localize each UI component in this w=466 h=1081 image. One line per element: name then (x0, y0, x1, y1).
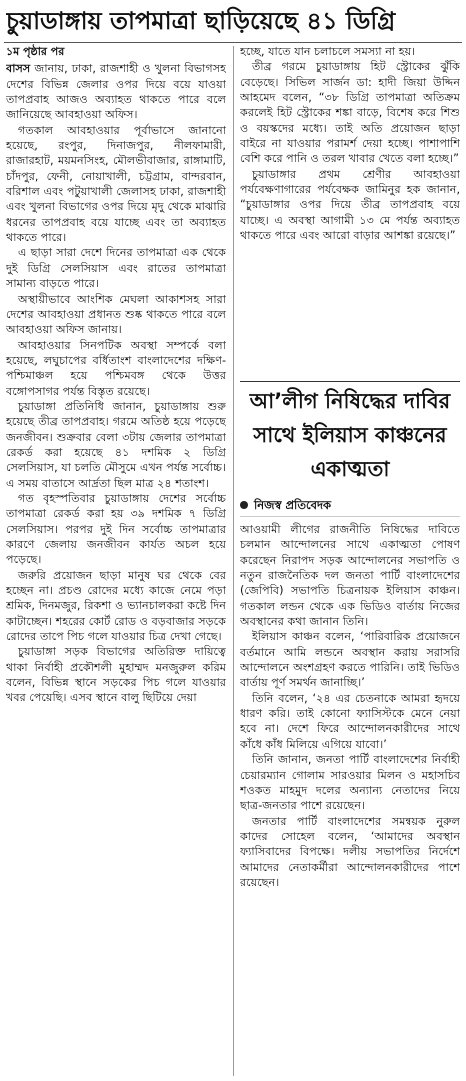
article-paragraph (6, 61, 226, 122)
article-paragraph: অস্থায়ীভাবে আংশিক মেঘলা আকাশসহ সারা দেশের আবহাওয়া প্রধানত শুষ্ক থাকতে পারে বলে আবহাওয়া অফিস জানায়। (6, 292, 226, 337)
article-paragraph: চুয়াডাঙ্গার প্রথম শ্রেণীর আবহাওয়া পর্যবেক্ষণাগারের পর্যবেক্ষক জামিনুর হক জানান, “চুয়াডাঙ্গার ওপর দিয়ে তীব্র তাপপ্রবাহ বয়ে যাচ্ছে। এ অবস্থা আগামী ১৩ মে পর্যন্ত অব্যাহত থাকতে পারে এবং আরো বাড়ার আশঙ্কা রয়েছে।” (240, 167, 460, 243)
second-article-body (240, 522, 460, 1078)
main-article-right-column (240, 44, 460, 374)
bullet-icon (240, 501, 248, 509)
byline-rule (240, 516, 460, 517)
article-paragraph: আবহাওয়ার সিনপটিক অবস্থা সম্পর্কে বলা হয়েছে, লঘুচাপের বর্ধিতাংশ বাংলাদেশের দক্ষিণ-পশ্চিমাঞ্চল হয়ে পশ্চিমবঙ্গ থেকে উত্তর বঙ্গোপসাগর পর্যন্ত বিস্তৃত রয়েছে। (6, 338, 226, 398)
article-paragraph: জরুরি প্রয়োজন ছাড়া মানুষ ঘর থেকে বের হচ্ছেন না। প্রচণ্ড রোদের মধ্যে কাজে নেমে পড়া শ্রমিক, দিনমজুর, রিকশা ও ভ্যানচালকরা কষ্টে দিন কাটাচ্ছেন। শহরের কোর্ট রোড ও বড়বাজার সড়কে রোদের তাপে পিচ গলে যাওয়ার চিত্র দেখা গেছে। (6, 568, 226, 644)
article-paragraph: আওয়ামী লীগের রাজনীতি নিষিদ্ধের দাবিতে চলমান আন্দোলনের সাথে একাত্মতা পোষণ করেছেন নিরাপদ সড়ক আন্দোলনের সভাপতি ও নতুন রাজনৈতিক দল জনতা পার্টি বাংলাদেশের (জেপিবি) সভাপতি চিত্রনায়ক ইলিয়াস কাঞ্চন। গতকাল লন্ডন থেকে এক ভিডিও বার্তায় নিজের অবস্থানের কথা জানান তিনি। (240, 523, 460, 629)
article-paragraph: ইলিয়াস কাঞ্চন বলেন, ‘পারিবারিক প্রয়োজনে বর্তমানে আমি লন্ডনে অবস্থান করায় সরাসরি আন্দোলনে অংশগ্রহণ করতে পারিনি। তাই ভিডিও বার্তায় পূর্ণ সমর্থন জানাচ্ছি।’ (240, 630, 460, 690)
article-paragraph: তিনি বলেন, ‘২৪ এর চেতনাকে আমরা হৃদয়ে ধারণ করি। তাই কোনো ফ্যাসিস্টকে মেনে নেয়া হবে না। দেশে ফিরে আন্দোলনকারীদের সাথে কাঁধে কাঁধ মিলিয়ে এগিয়ে যাবো।’ (240, 691, 460, 751)
article-paragraph: চুয়াডাঙ্গা প্রতিনিধি জানান, চুয়াডাঙ্গায় শুরু হয়েছে তীব্র তাপপ্রবাহ। গরমে অতিষ্ঠ হয়ে পড়েছে জনজীবন। শুক্রবার বেলা ৩টায় জেলার তাপমাত্রা রেকর্ড করা হয়েছে ৪১ দশমিক ২ ডিগ্রি সেলসিয়াস, যা চলতি মৌসুমে এখন পর্যন্ত সর্বোচ্চ। এ সময় বাতাসে আর্দ্রতা ছিল মাত্র ২৪ শতাংশ। (6, 399, 226, 490)
main-headline: চুয়াডাঙ্গায় তাপমাত্রা ছাড়িয়েছে ৪১ ডিগ্রি (6, 7, 396, 35)
dateline: বাসস (6, 62, 31, 76)
column-divider (233, 46, 234, 1076)
article-paragraph: জনতার পার্টি বাংলাদেশের সমন্বয়ক নুরুল কাদের সোহেল বলেন, ‘আমাদের অবস্থান ফ্যাসিবাদের বিপক্ষে। দলীয় সভাপতির নির্দেশে আমাদের নেতাকর্মীরা আন্দোলনকারীদের পাশে রয়েছেন। (240, 814, 460, 889)
article-paragraph: গতকাল আবহাওয়ার পূর্বাভাসে জানানো হয়েছে, রংপুর, দিনাজপুর, নীলফামারী, রাজারহাট, ময়মনসিংহ, মৌলভীবাজার, রাঙ্গামাটি, চাঁদপুর, ফেনী, নোয়াখালী, চট্টগ্রাম, বান্দরবান, বরিশাল এবং পটুয়াখালী জেলাসহ ঢাকা, রাজশাহী এবং খুলনা বিভাগের ওপর দিয়ে মৃদু থেকে মাঝারি ধরনের তাপপ্রবাহ বয়ে যাচ্ছে এবং তা অব্যাহত থাকতে পারে। (6, 123, 226, 245)
reporter-name: নিজস্ব প্রতিবেদক (254, 498, 332, 512)
article-paragraph: চুয়াডাঙ্গা সড়ক বিভাগের অতিরিক্ত দায়িত্বে থাকা নির্বাহী প্রকৌশলী মুহাম্মদ মনজুরুল করিম বলেন, বিভিন্ন স্থানে সড়কের পিচ গলে যাওয়ার খবর পেয়েছি। এসব স্থানে বালু ছিটিয়ে দেয়া (6, 645, 226, 705)
section-rule (240, 381, 460, 382)
continued-from-label: ১ম পৃষ্ঠার পর (6, 45, 65, 58)
article-paragraph: তিনি জানান, জনতা পার্টি বাংলাদেশের নির্বাহী চেয়ারম্যান গোলাম সারওয়ার মিলন ও মহাসচিব শওকত মাহমুদ দলের অন্যান্য নেতাদের নিয়ে ছাত্র-জনতার পাশে রয়েছেন। (240, 753, 460, 813)
article-paragraph: গত বৃহস্পতিবার চুয়াডাঙ্গায় দেশের সর্বোচ্চ তাপমাত্রা রেকর্ড করা হয় ৩৯ দশমিক ৭ ডিগ্রি সেলসিয়াস। পরপর দুই দিন সর্বোচ্চ তাপমাত্রার কারণে জেলায় জনজীবন কার্যত অচল হয়ে পড়েছে। (6, 491, 226, 567)
second-article-headline: আ’লীগ নিষিদ্ধের দাবির সাথে ইলিয়াস কাঞ্চনের একাত্মতা (249, 389, 451, 481)
article-paragraph: এ ছাড়া সারা দেশে দিনের তাপমাত্রা এক থেকে দুই ডিগ্রি সেলসিয়াস এবং রাতের তাপমাত্রা সামান্য বাড়তে পারে। (6, 246, 226, 291)
headline-rule (4, 42, 462, 43)
paragraph-text: জানায়, ঢাকা, রাজশাহী ও খুলনা বিভাগসহ দেশের বিভিন্ন জেলার ওপর দিয়ে বয়ে যাওয়া তাপপ্রবাহ আজও অব্যাহত থাকতে পারে বলে জানিয়েছে আবহাওয়া অফিস। (6, 62, 226, 122)
article-paragraph: তীব্র গরমে চুয়াডাঙ্গায় হিট স্ট্রোকের ঝুঁকি বেড়েছে। সিভিল সার্জন ডা: হাদী জিয়া উদ্দিন আহমেদ বলেন, “৩৮ ডিগ্রি তাপমাত্রা অতিক্রম করলেই হিট স্ট্রোকের শঙ্কা বাড়ে, বিশেষ করে শিশু ও বয়স্কদের মধ্যে। তাই অতি প্রয়োজন ছাড়া বাইরে না যাওয়ার পরামর্শ দেয়া হচ্ছে। পাশাপাশি বেশি করে পানি ও তরল খাবার খেতে বলা হচ্ছে।” (240, 60, 460, 166)
byline (240, 497, 460, 513)
article-paragraph: হচ্ছে, যাতে যান চলাচলে সমস্যা না হয়। (240, 45, 416, 58)
main-article-left-column (6, 44, 226, 1078)
